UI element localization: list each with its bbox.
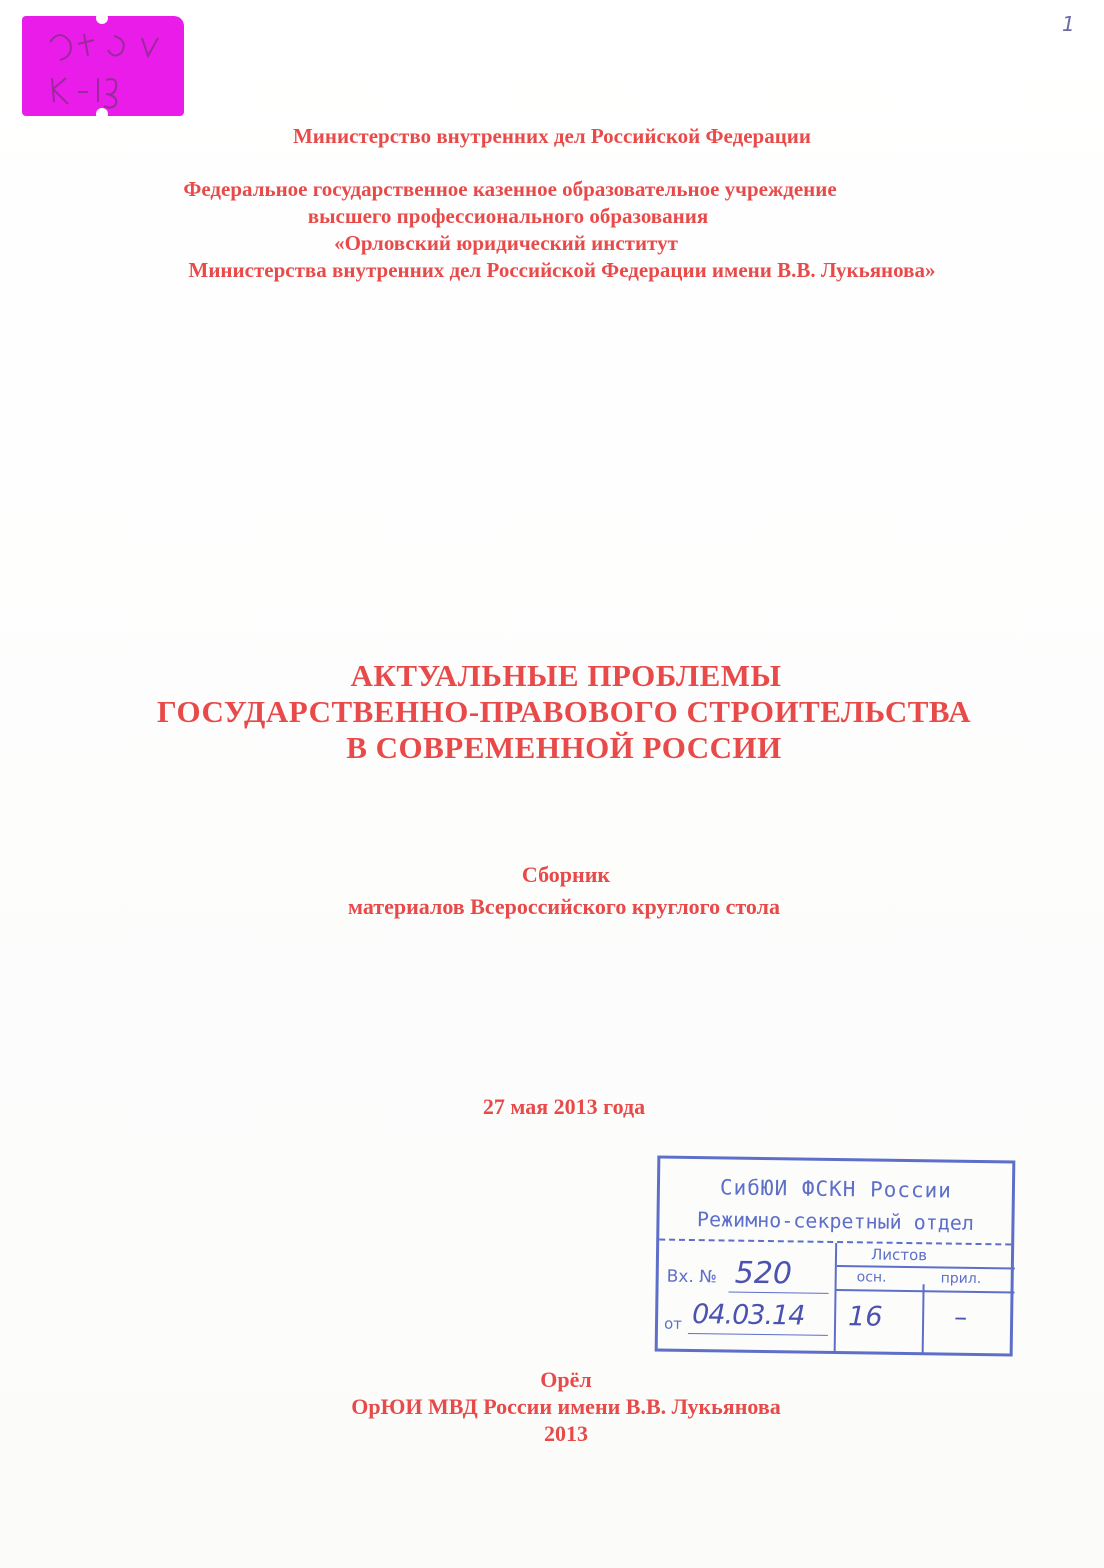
stamp-appendix-sheets: – — [953, 1302, 968, 1333]
handwritten-shelfmark-icon — [22, 16, 184, 116]
imprint-publisher: ОрЮИ МВД России имени В.В. Лукьянова — [351, 1394, 781, 1419]
event-date: 27 мая 2013 года — [482, 1094, 646, 1119]
imprint-year: 2013 — [544, 1421, 588, 1446]
institution-line: Министерства внутренних дел Российской Федерации имени В.В. Лукьянова» — [188, 258, 936, 282]
imprint-city: Орёл — [540, 1367, 592, 1392]
ministry-heading: Министерство внутренних дел Российской Федерации — [292, 124, 812, 148]
collection-description: материалов Всероссийского круглого стола — [348, 894, 780, 919]
stamp-department: Режимно-секретный отдел — [696, 1207, 975, 1235]
document-title-line: ГОСУДАРСТВЕННО-ПРАВОВОГО СТРОИТЕЛЬСТВА — [157, 694, 971, 729]
stamp-underline — [728, 1292, 828, 1294]
stamp-main-sheets: 16 — [847, 1301, 883, 1333]
document-title-line: В СОВРЕМЕННОЙ РОССИИ — [346, 730, 782, 765]
institution-line: Федеральное государственное казенное образовательное учреждение — [183, 177, 837, 201]
institution-line: «Орловский юридический институт — [334, 231, 678, 255]
stamp-incoming-label: Вх. № — [666, 1266, 718, 1288]
stamp-from-date: 04.03.14 — [691, 1299, 805, 1332]
stamp-appendix-label: прил. — [940, 1270, 982, 1288]
stamp-divider — [837, 1289, 1015, 1293]
page-corner-mark: 1 — [1062, 12, 1075, 36]
stamp-incoming-number: 520 — [734, 1255, 793, 1292]
stamp-main-label: осн. — [856, 1269, 887, 1286]
stamp-organization: СибЮИ ФСКН России — [719, 1175, 953, 1203]
document-title-line: АКТУАЛЬНЫЕ ПРОБЛЕМЫ — [350, 658, 782, 693]
stamp-from-label: от — [663, 1314, 683, 1333]
stamp-divider — [834, 1243, 838, 1353]
registry-stamp — [655, 1156, 1016, 1357]
collection-type: Сборник — [521, 862, 611, 887]
institution-line: высшего профессионального образования — [307, 204, 709, 228]
library-sticker — [22, 16, 184, 116]
stamp-underline — [688, 1333, 828, 1336]
stamp-sheets-label: Листов — [870, 1245, 928, 1265]
stamp-divider — [922, 1284, 925, 1354]
